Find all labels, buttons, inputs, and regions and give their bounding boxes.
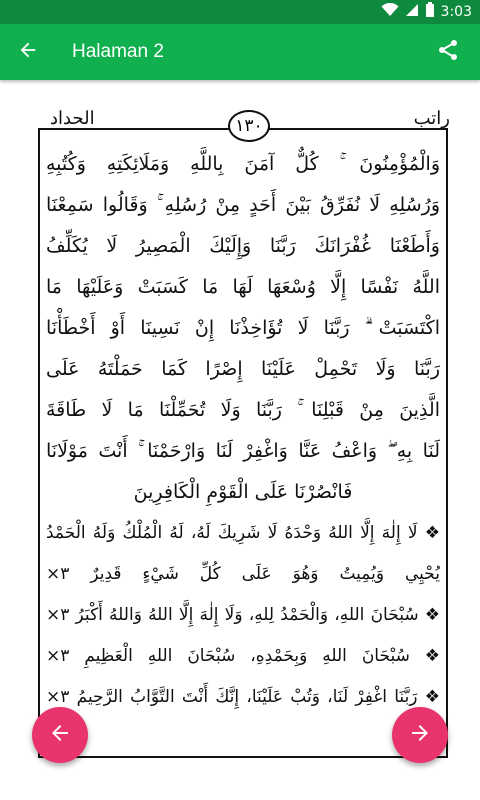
share-button[interactable] [424,28,472,76]
text-line: وَرُسُلِهِ لَا نُفَرِّقُ بَيْنَ أَحَدٍ مِنْ رُسُلِهِ ۚ وَقَالُوا سَمِعْنَا [46,194,440,216]
text-line: ❖ سُبْحَانَ اللهِ وَبِحَمْدِهِ، سُبْحَانَ اللهِ الْعَظِيمِ ٣× [46,646,440,666]
text-line: ❖ لَا إِلٰهَ إِلَّا اللهُ وَحْدَهُ لَا شَرِيكَ لَهُ، لَهُ الْمُلْكُ وَلَهُ الْحَمْدُ [46,523,440,543]
arrow-back-icon [17,39,39,65]
next-page-button[interactable] [392,707,448,763]
battery-icon [425,2,435,22]
text-line: وَأَطَعْنَا غُفْرَانَكَ رَبَّنَا وَإِلَيْكَ الْمَصِيرُ لَا يُكَلِّفُ [46,235,440,257]
quran-page-scan [10,92,470,768]
signal-icon [405,3,419,21]
text-line: لَنَا بِهِ ۖ وَاعْفُ عَنَّا وَاغْفِرْ لَنَا وَارْحَمْنَا ۚ أَنْتَ مَوْلَانَا [46,440,440,462]
arrow-left-icon [48,721,72,749]
app-toolbar [0,24,480,80]
text-line: اللَّهُ نَفْسًا إِلَّا وُسْعَهَا لَهَا مَا كَسَبَتْ وَعَلَيْهَا مَا [46,276,440,298]
arrow-right-icon [408,721,432,749]
back-button[interactable] [0,24,56,80]
page-number: ١٣٠ [228,110,270,142]
text-line: ❖ رَبَّنَا اغْفِرْ لَنَا، وَتُبْ عَلَيْنَا، إِنَّكَ أَنْتَ التَّوَّابُ الرَّحِيمُ ٣× [46,687,440,707]
text-line: الَّذِينَ مِنْ قَبْلِنَا ۚ رَبَّنَا وَلَا تُحَمِّلْنَا مَا لَا طَاقَةَ [46,399,440,421]
text-line: فَانْصُرْنَا عَلَى الْقَوْمِ الْكَافِرِينَ [133,481,353,503]
page-header-right: راتب [413,108,450,129]
previous-page-button[interactable] [32,707,88,763]
status-bar [0,0,480,24]
share-icon [436,38,460,66]
text-line: ❖ سُبْحَانَ اللهِ، وَالْحَمْدُ لِلهِ، وَلَا إِلٰهَ إِلَّا اللهُ وَاللهُ أَكْبَرُ ٣× [46,605,440,625]
page-header-left: الحداد [50,108,95,129]
page-text [46,144,440,718]
text-line: اكْتَسَبَتْ ۗ رَبَّنَا لَا تُؤَاخِذْنَا إِنْ نَسِينَا أَوْ أَخْطَأْنَا [46,317,440,339]
wifi-icon [381,3,399,21]
status-time: 3:03 [440,4,472,20]
text-line: رَبَّنَا وَلَا تَحْمِلْ عَلَيْنَا إِصْرًا كَمَا حَمَلْتَهُ عَلَى [46,358,440,380]
text-line: وَالْمُؤْمِنُونَ ۚ كُلٌّ آمَنَ بِاللَّهِ وَمَلَائِكَتِهِ وَكُتُبِهِ [46,153,440,175]
text-line: يُحْيِي وَيُمِيتُ وَهُوَ عَلَى كُلِّ شَيْءٍ قَدِيرٌ ٣× [46,564,440,584]
page-title: Halaman 2 [72,41,164,62]
